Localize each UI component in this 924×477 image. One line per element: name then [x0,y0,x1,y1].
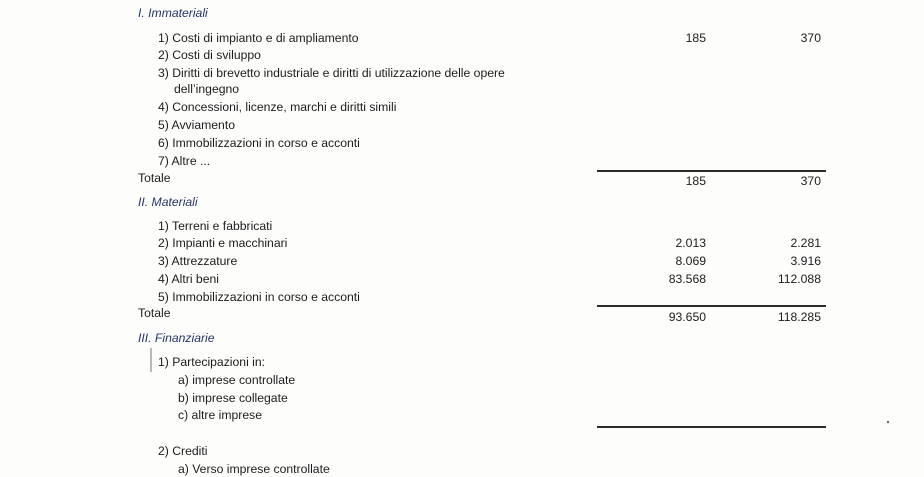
section-heading-immateriali: I. Immateriali [138,6,208,20]
item-immobilizzazioni-corso: 6) Immobilizzazioni in corso e acconti [158,136,360,150]
value-altri-beni-current: 83.568 [668,272,706,286]
total-label-immateriali: Totale [138,171,171,185]
item-terreni: 1) Terreni e fabbricati [158,219,273,233]
item-diritti-brevetto-cont: dell’ingegno [174,82,240,96]
item-crediti: 2) Crediti [158,444,208,458]
subitem-verso-imprese-controllate: a) Verso imprese controllate [178,462,330,476]
section-heading-materiali: II. Materiali [138,195,198,209]
item-attrezzature: 3) Attrezzature [158,254,238,268]
value-attrezzature-current: 8.069 [675,254,706,268]
value-altri-beni-previous: 112.088 [777,272,821,286]
value-costi-impianto-previous: 370 [800,31,821,45]
item-impianti: 2) Impianti e macchinari [158,236,288,250]
item-altre: 7) Altre ... [158,154,211,168]
total-rule-immateriali [597,170,826,172]
section-heading-finanziarie: III. Finanziarie [138,331,215,345]
total-immateriali-previous: 370 [800,174,821,188]
total-immateriali-current: 185 [685,174,706,188]
total-materiali-current: 93.650 [668,310,706,324]
item-avviamento: 5) Avviamento [158,118,236,132]
total-materiali-previous: 118.285 [777,310,821,324]
value-costi-impianto-current: 185 [685,31,706,45]
item-diritti-brevetto: 3) Diritti di brevetto industriale e diritti di utilizzazione delle opere [158,66,505,80]
subitem-altre-imprese: c) altre imprese [178,408,262,422]
item-altri-beni: 4) Altri beni [158,272,219,286]
item-immobilizzazioni-corso-materiali: 5) Immobilizzazioni in corso e acconti [158,290,360,304]
value-impianti-previous: 2.281 [790,236,821,250]
item-costi-impianto: 1) Costi di impianto e di ampliamento [158,31,359,45]
item-concessioni: 4) Concessioni, licenze, marchi e diritti simili [158,100,397,114]
scan-speck [887,421,889,423]
item-partecipazioni: 1) Partecipazioni in: [158,355,266,369]
value-impianti-current: 2.013 [675,236,706,250]
total-rule-materiali [597,305,826,307]
subitem-imprese-collegate: b) imprese collegate [178,391,288,405]
value-attrezzature-previous: 3.916 [790,254,821,268]
total-label-materiali: Totale [138,306,171,320]
scan-mark [150,348,152,372]
total-rule-finanziarie [597,426,826,428]
subitem-imprese-controllate: a) imprese controllate [178,373,296,387]
item-costi-sviluppo: 2) Costi di sviluppo [158,48,261,62]
